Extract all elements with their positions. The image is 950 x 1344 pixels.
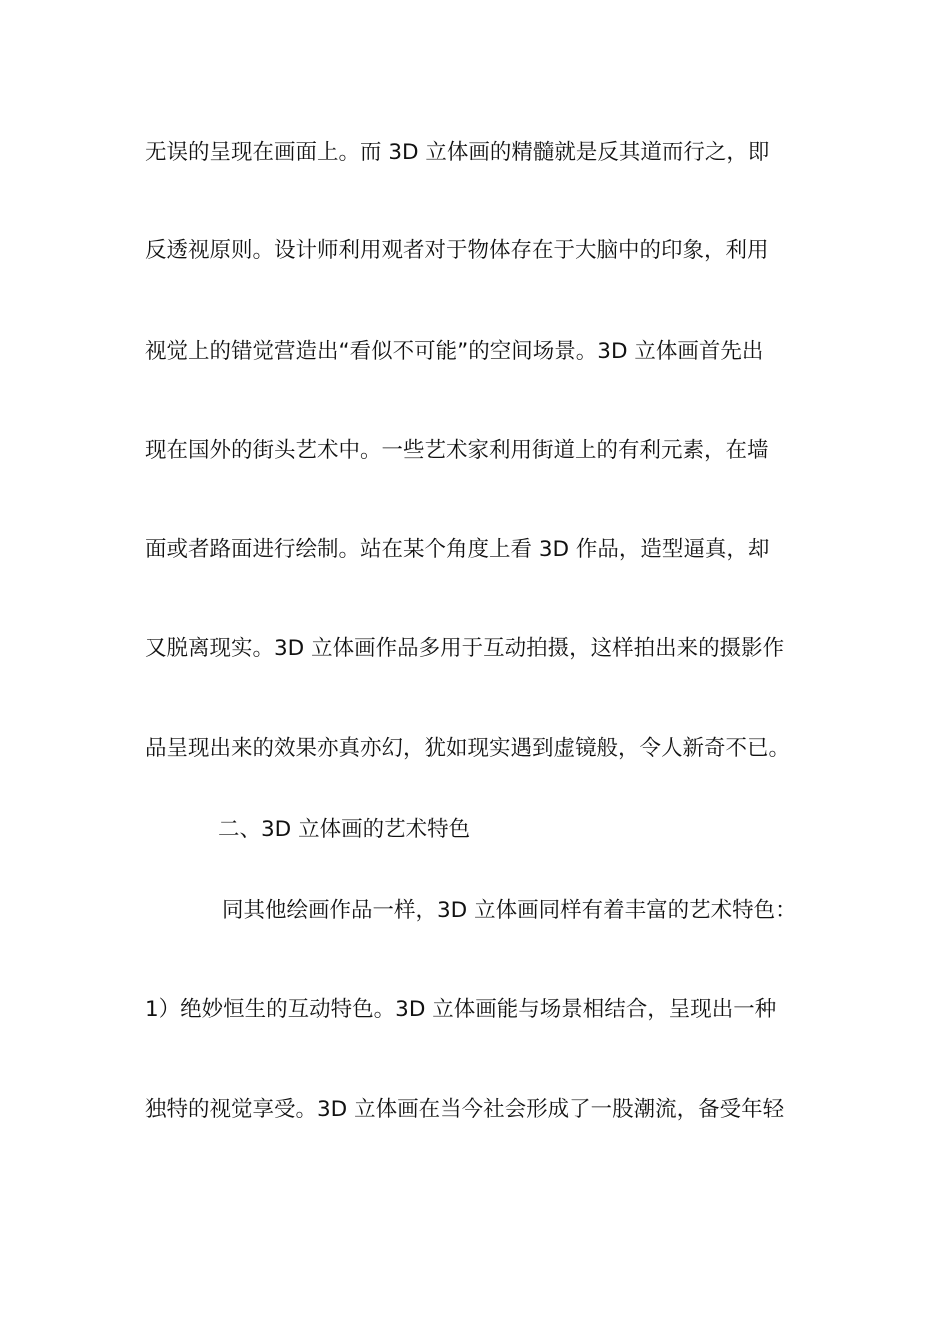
paragraph-line-4: 现在国外的街头艺术中。一些艺术家利用街道上的有利元素，在墙: [145, 438, 769, 463]
paragraph-line-2: 反透视原则。设计师利用观者对于物体存在于大脑中的印象，利用: [145, 238, 769, 263]
intro-line: 同其他绘画作品一样，3D 立体画同样有着丰富的艺术特色：: [222, 898, 797, 923]
paragraph-line-1: 无误的呈现在画面上。而 3D 立体画的精髓就是反其道而行之，即: [145, 140, 770, 165]
paragraph-line-6: 又脱离现实。3D 立体画作品多用于互动拍摄，这样拍出来的摄影作: [145, 636, 785, 661]
paragraph-line-7: 品呈现出来的效果亦真亦幻，犹如现实遇到虚镜般，令人新奇不已。: [145, 736, 791, 761]
list-item-line-2: 独特的视觉享受。3D 立体画在当今社会形成了一股潮流，备受年轻: [145, 1097, 785, 1122]
paragraph-line-5: 面或者路面进行绘制。站在某个角度上看 3D 作品，造型逼真，却: [145, 537, 770, 562]
list-item-line-1: 1）绝妙恒生的互动特色。3D 立体画能与场景相结合，呈现出一种: [145, 997, 777, 1022]
paragraph-line-3: 视觉上的错觉营造出“看似不可能”的空间场景。3D 立体画首先出: [145, 339, 764, 364]
section-heading: 二、3D 立体画的艺术特色: [218, 817, 471, 842]
